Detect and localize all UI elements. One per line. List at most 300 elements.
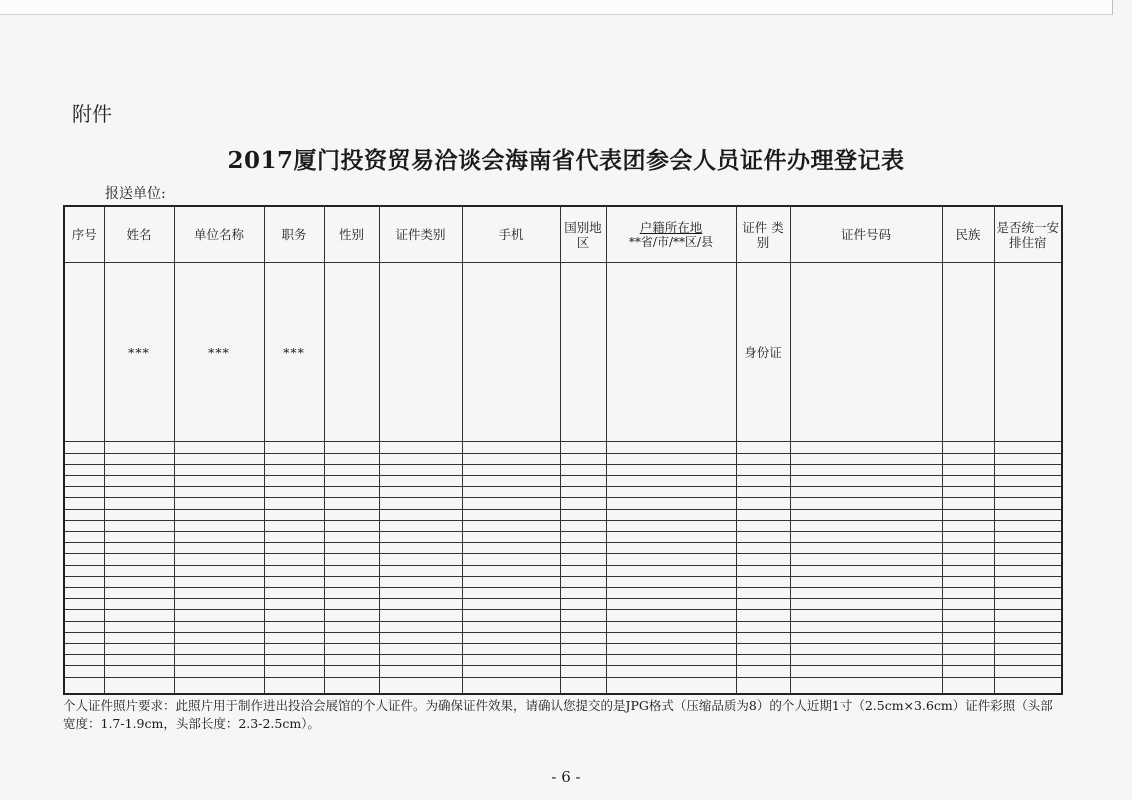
table-cell <box>104 464 174 475</box>
table-cell <box>324 263 379 442</box>
table-cell <box>264 599 324 610</box>
table-cell <box>994 599 1062 610</box>
table-cell <box>174 531 264 542</box>
table-cell <box>264 643 324 654</box>
col-header-mobile: 手机 <box>462 206 560 263</box>
table-cell <box>264 543 324 554</box>
table-cell <box>736 677 790 694</box>
table-cell <box>790 543 942 554</box>
table-cell <box>104 587 174 598</box>
table-cell <box>104 632 174 643</box>
table-cell <box>994 587 1062 598</box>
table-cell <box>104 453 174 464</box>
table-cell <box>379 520 462 531</box>
table-cell <box>736 442 790 453</box>
table-cell <box>64 263 104 442</box>
table-cell <box>264 677 324 694</box>
table-cell <box>462 599 560 610</box>
col-header-index: 序号 <box>64 206 104 263</box>
table-cell <box>324 643 379 654</box>
table-cell <box>942 543 994 554</box>
table-cell <box>379 666 462 677</box>
table-cell <box>736 643 790 654</box>
table-cell <box>560 543 606 554</box>
col-header-accommodation: 是否统一安排住宿 <box>994 206 1062 263</box>
table-cell <box>462 543 560 554</box>
table-cell <box>174 632 264 643</box>
table-cell <box>736 520 790 531</box>
sample-row <box>64 263 1062 442</box>
table-cell <box>264 475 324 486</box>
table-cell <box>324 464 379 475</box>
table-row <box>64 520 1062 531</box>
table-cell <box>606 643 736 654</box>
table-cell <box>994 498 1062 509</box>
col-header-id-category: 证件类别 <box>379 206 462 263</box>
table-row <box>64 587 1062 598</box>
table-cell <box>560 509 606 520</box>
table-row <box>64 453 1062 464</box>
table-cell <box>174 677 264 694</box>
table-cell <box>736 599 790 610</box>
table-cell <box>994 621 1062 632</box>
table-cell <box>606 531 736 542</box>
table-cell <box>736 531 790 542</box>
table-cell <box>736 475 790 486</box>
table-cell <box>994 666 1062 677</box>
table-cell <box>379 475 462 486</box>
registration-table <box>63 205 1063 695</box>
table-cell <box>379 621 462 632</box>
table-cell <box>64 666 104 677</box>
table-cell <box>994 531 1062 542</box>
table-row <box>64 509 1062 520</box>
table-cell <box>379 509 462 520</box>
table-cell <box>462 610 560 621</box>
table-cell <box>104 677 174 694</box>
table-cell <box>174 498 264 509</box>
table-cell <box>606 599 736 610</box>
table-cell <box>942 621 994 632</box>
table-cell <box>264 632 324 643</box>
table-cell <box>324 543 379 554</box>
table-row <box>64 565 1062 576</box>
table-cell <box>174 464 264 475</box>
table-cell <box>174 453 264 464</box>
table-cell <box>560 475 606 486</box>
table-cell <box>379 599 462 610</box>
table-cell <box>64 610 104 621</box>
table-cell <box>942 643 994 654</box>
table-cell <box>379 453 462 464</box>
table-cell <box>606 632 736 643</box>
table-cell <box>790 531 942 542</box>
table-cell <box>994 509 1062 520</box>
table-cell <box>462 453 560 464</box>
table-cell <box>736 464 790 475</box>
table-cell <box>174 543 264 554</box>
table-cell <box>736 565 790 576</box>
table-cell <box>324 610 379 621</box>
table-cell <box>790 442 942 453</box>
table-cell <box>560 677 606 694</box>
table-cell <box>790 632 942 643</box>
table-cell <box>560 666 606 677</box>
table-cell <box>994 632 1062 643</box>
table-cell <box>174 587 264 598</box>
table-cell <box>379 464 462 475</box>
table-cell <box>606 677 736 694</box>
table-cell <box>606 565 736 576</box>
table-cell <box>942 599 994 610</box>
table-cell <box>174 666 264 677</box>
table-cell <box>994 263 1062 442</box>
table-cell <box>174 487 264 498</box>
table-cell <box>560 464 606 475</box>
table-cell <box>560 610 606 621</box>
table-cell <box>104 610 174 621</box>
table-cell <box>324 599 379 610</box>
table-cell <box>379 543 462 554</box>
household-registration-format: **省/市/**区/县 <box>628 234 714 249</box>
table-cell <box>64 520 104 531</box>
table-row <box>64 498 1062 509</box>
table-cell <box>174 475 264 486</box>
table-cell <box>606 509 736 520</box>
table-cell <box>736 632 790 643</box>
table-cell <box>64 587 104 598</box>
table-cell <box>790 621 942 632</box>
col-header-organization: 单位名称 <box>174 206 264 263</box>
table-cell <box>462 576 560 587</box>
table-cell <box>736 498 790 509</box>
table-cell <box>942 453 994 464</box>
table-cell <box>104 565 174 576</box>
table-cell <box>104 621 174 632</box>
table-cell <box>379 531 462 542</box>
table-cell <box>324 621 379 632</box>
table-row <box>64 610 1062 621</box>
table-cell <box>736 655 790 666</box>
table-cell <box>606 464 736 475</box>
table-cell <box>462 509 560 520</box>
table-row <box>64 643 1062 654</box>
table-cell <box>790 263 942 442</box>
table-cell <box>606 610 736 621</box>
table-cell <box>606 442 736 453</box>
table-cell <box>324 475 379 486</box>
table-cell <box>462 643 560 654</box>
table-cell <box>104 509 174 520</box>
table-cell <box>104 643 174 654</box>
table-cell <box>790 498 942 509</box>
table-cell <box>174 576 264 587</box>
table-cell <box>560 621 606 632</box>
table-cell <box>994 565 1062 576</box>
sample-name-cell: *** <box>104 263 174 442</box>
table-cell <box>462 677 560 694</box>
table-cell <box>560 565 606 576</box>
table-cell <box>606 666 736 677</box>
table-cell <box>606 621 736 632</box>
table-cell <box>606 543 736 554</box>
submitting-unit-label: 报送单位: <box>105 186 166 202</box>
table-cell <box>174 599 264 610</box>
table-cell <box>104 666 174 677</box>
table-cell <box>264 666 324 677</box>
col-header-name: 姓名 <box>104 206 174 263</box>
table-cell <box>560 643 606 654</box>
table-cell <box>64 442 104 453</box>
table-cell <box>560 599 606 610</box>
table-cell <box>560 453 606 464</box>
table-cell <box>379 677 462 694</box>
table-cell <box>994 554 1062 565</box>
table-cell <box>606 487 736 498</box>
table-row <box>64 621 1062 632</box>
table-cell <box>174 610 264 621</box>
table-cell <box>462 621 560 632</box>
table-cell <box>942 587 994 598</box>
table-cell <box>64 643 104 654</box>
table-row <box>64 442 1062 453</box>
table-cell <box>462 632 560 643</box>
table-cell <box>379 655 462 666</box>
table-cell <box>64 554 104 565</box>
table-cell <box>994 475 1062 486</box>
table-cell <box>942 655 994 666</box>
table-cell <box>379 632 462 643</box>
table-cell <box>790 576 942 587</box>
table-cell <box>560 587 606 598</box>
col-header-id-type: 证件 类别 <box>736 206 790 263</box>
table-cell <box>942 531 994 542</box>
table-cell <box>324 554 379 565</box>
paper-edge <box>0 0 1113 15</box>
table-cell <box>560 655 606 666</box>
table-cell <box>942 677 994 694</box>
table-cell <box>790 520 942 531</box>
table-cell <box>104 475 174 486</box>
table-cell <box>324 487 379 498</box>
table-cell <box>942 554 994 565</box>
sample-position-cell: *** <box>264 263 324 442</box>
document-title: 2017厦门投资贸易洽谈会海南省代表团参会人员证件办理登记表 <box>227 147 905 174</box>
table-cell <box>462 487 560 498</box>
table-cell <box>104 599 174 610</box>
table-cell <box>606 554 736 565</box>
table-cell <box>264 509 324 520</box>
table-cell <box>64 576 104 587</box>
table-cell <box>64 632 104 643</box>
table-cell <box>462 442 560 453</box>
table-cell <box>324 498 379 509</box>
table-cell <box>560 263 606 442</box>
table-cell <box>942 565 994 576</box>
table-cell <box>324 677 379 694</box>
table-cell <box>942 263 994 442</box>
table-cell <box>64 509 104 520</box>
table-cell <box>942 610 994 621</box>
table-cell <box>324 576 379 587</box>
table-cell <box>264 453 324 464</box>
table-cell <box>174 565 264 576</box>
table-cell <box>790 587 942 598</box>
table-cell <box>994 520 1062 531</box>
table-cell <box>324 531 379 542</box>
table-cell <box>174 655 264 666</box>
table-row <box>64 543 1062 554</box>
table-cell <box>994 543 1062 554</box>
table-cell <box>379 487 462 498</box>
table-cell <box>994 576 1062 587</box>
sample-id-type-cell: 身份证 <box>736 263 790 442</box>
table-row <box>64 464 1062 475</box>
col-header-country-region: 国别地区 <box>560 206 606 263</box>
table-cell <box>606 453 736 464</box>
table-cell <box>104 554 174 565</box>
col-header-household-registration <box>606 206 736 263</box>
table-cell <box>606 576 736 587</box>
col-header-position: 职务 <box>264 206 324 263</box>
table-cell <box>462 263 560 442</box>
table-cell <box>790 599 942 610</box>
table-cell <box>264 531 324 542</box>
table-cell <box>736 666 790 677</box>
table-row <box>64 677 1062 694</box>
table-cell <box>994 442 1062 453</box>
table-cell <box>942 520 994 531</box>
table-cell <box>790 666 942 677</box>
table-cell <box>994 677 1062 694</box>
table-cell <box>379 610 462 621</box>
table-cell <box>606 520 736 531</box>
table-cell <box>790 565 942 576</box>
table-row <box>64 576 1062 587</box>
table-row <box>64 655 1062 666</box>
table-cell <box>104 498 174 509</box>
table-cell <box>324 655 379 666</box>
table-cell <box>379 565 462 576</box>
table-cell <box>379 643 462 654</box>
col-header-ethnicity: 民族 <box>942 206 994 263</box>
table-cell <box>994 655 1062 666</box>
photo-requirement-note: 个人证件照片要求：此照片用于制作进出投洽会展馆的个人证件。为确保证件效果，请确认您提交的是JPG格式（压缩品质为8）的个人近期1寸（2.5cm×3.6cm）证件彩照（头部宽度：1.7-1.9cm，头部长度：2.3-2.5cm）。 <box>63 698 1053 731</box>
table-cell <box>64 453 104 464</box>
table-cell <box>379 263 462 442</box>
table-row <box>64 554 1062 565</box>
table-cell <box>324 453 379 464</box>
table-cell <box>942 632 994 643</box>
table-cell <box>379 442 462 453</box>
table-cell <box>736 610 790 621</box>
table-cell <box>942 442 994 453</box>
table-cell <box>324 666 379 677</box>
table-cell <box>942 487 994 498</box>
table-cell <box>64 621 104 632</box>
table-cell <box>324 509 379 520</box>
table-cell <box>560 632 606 643</box>
table-cell <box>790 475 942 486</box>
table-cell <box>264 655 324 666</box>
table-cell <box>264 554 324 565</box>
attachment-label: 附件 <box>72 102 112 126</box>
table-cell <box>560 487 606 498</box>
table-cell <box>736 543 790 554</box>
table-row <box>64 632 1062 643</box>
table-cell <box>942 498 994 509</box>
table-cell <box>560 576 606 587</box>
table-cell <box>104 531 174 542</box>
table-cell <box>379 587 462 598</box>
table-cell <box>994 453 1062 464</box>
table-cell <box>324 442 379 453</box>
table-cell <box>942 509 994 520</box>
table-cell <box>264 610 324 621</box>
table-cell <box>462 475 560 486</box>
table-cell <box>324 587 379 598</box>
table-cell <box>104 442 174 453</box>
table-cell <box>560 554 606 565</box>
table-row <box>64 487 1062 498</box>
table-cell <box>462 464 560 475</box>
table-cell <box>942 464 994 475</box>
table-cell <box>174 442 264 453</box>
table-cell <box>790 554 942 565</box>
table-cell <box>560 520 606 531</box>
table-cell <box>264 487 324 498</box>
table-cell <box>606 498 736 509</box>
table-cell <box>736 576 790 587</box>
table-cell <box>324 565 379 576</box>
table-cell <box>64 565 104 576</box>
table-cell <box>324 632 379 643</box>
table-cell <box>606 475 736 486</box>
col-header-id-number: 证件号码 <box>790 206 942 263</box>
table-cell <box>736 621 790 632</box>
table-cell <box>174 643 264 654</box>
table-cell <box>104 487 174 498</box>
table-cell <box>462 531 560 542</box>
table-cell <box>606 587 736 598</box>
table-cell <box>790 509 942 520</box>
table-cell <box>942 475 994 486</box>
col-header-gender: 性别 <box>324 206 379 263</box>
table-cell <box>264 498 324 509</box>
table-cell <box>64 543 104 554</box>
table-cell <box>736 587 790 598</box>
table-cell <box>174 509 264 520</box>
table-cell <box>994 643 1062 654</box>
table-cell <box>994 610 1062 621</box>
table-cell <box>64 531 104 542</box>
table-cell <box>736 453 790 464</box>
table-cell <box>379 576 462 587</box>
table-cell <box>64 475 104 486</box>
table-cell <box>462 520 560 531</box>
table-cell <box>174 554 264 565</box>
table-cell <box>790 655 942 666</box>
table-cell <box>64 487 104 498</box>
household-registration-label: 户籍所在地 <box>639 219 703 235</box>
table-cell <box>790 643 942 654</box>
table-cell <box>736 487 790 498</box>
table-cell <box>264 621 324 632</box>
table-cell <box>174 520 264 531</box>
table-cell <box>64 677 104 694</box>
table-cell <box>264 565 324 576</box>
sample-organization-cell: *** <box>174 263 264 442</box>
